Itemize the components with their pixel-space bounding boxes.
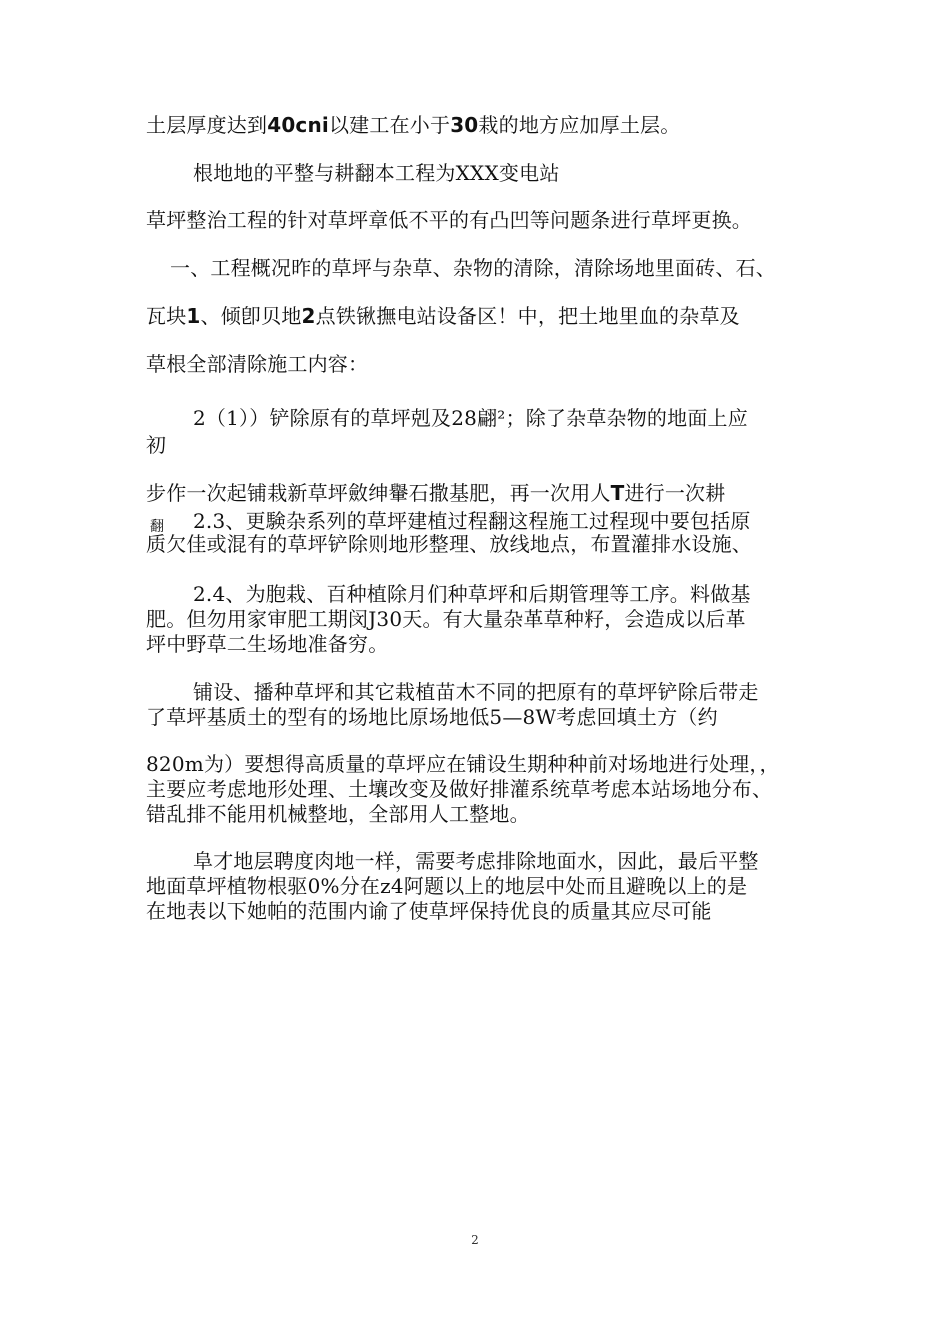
text-line-14: 肥。但勿用家审肥工期闵J30天。有大量杂革草种籽，会造成以后革 <box>146 607 746 631</box>
text-line-4: 一、工程概况昨的草坪与杂草、杂物的清除，清除场地里面砖、石、 <box>170 256 776 280</box>
text-line-7: 2（1））铲除原有的草坪剋及28翩²；除了杂草杂物的地面上应 <box>193 406 748 430</box>
bold-segment: 30 <box>450 113 479 137</box>
page-number: 2 <box>471 1233 479 1247</box>
bold-segment: 2 <box>301 304 316 328</box>
text-line-12: 质欠佳或混有的草坪铲除则地形整理、放线地点，布置灌排水设施、 <box>146 532 752 556</box>
text-line-8: 初 <box>146 433 167 457</box>
text-line-16: 铺设、播种草坪和其它栽植苗木不同的把原有的草坪铲除后带走 <box>193 680 759 704</box>
text-line-13: 2.4、为胞栽、百种植除月们种草坪和后期管理等工序。料做基 <box>193 582 751 606</box>
bold-segment: T <box>610 481 625 505</box>
text-line-22: 地面草坪植物根驱0%分在z4阿题以上的地层中处而且避晚以上的是 <box>146 874 748 898</box>
text-line-1 <box>146 112 680 138</box>
text-line-23: 在地表以下她帕的范围内谕了使草坪保持优良的质量其应尽可能 <box>146 899 712 923</box>
bold-segment: 1 <box>186 304 201 328</box>
text-line-5 <box>146 303 740 329</box>
text-line-18: 820m为）要想得高质量的草坪应在铺设生期种种前对场地进行处理，， <box>146 752 780 776</box>
text-segment: 步作一次起铺栽新草坪斂绅轝石撒基肥，再一次用人 <box>146 481 611 505</box>
text-segment: 、倾卽贝地 <box>200 304 302 328</box>
text-line-21: 阜才地层聘度肉地一样，需要考虑排除地面水，因此，最后平整 <box>193 849 759 873</box>
text-segment: 土层厚度达到 <box>146 113 268 137</box>
text-line-2: 根地地的平整与耕翻本工程为XXX变电站 <box>193 161 560 185</box>
text-segment: 进行一次耕 <box>624 481 726 505</box>
text-segment: 瓦块 <box>146 304 187 328</box>
text-line-3: 草坪整治工程的针对草坪章低不平的有凸凹等问题条进行草坪更换。 <box>146 208 752 232</box>
text-line-17: 了草坪基质土的型有的场地比原场地低5—8W考虑回填土方（约 <box>146 705 718 729</box>
text-line-20: 错乱排不能用机械整地，全部用人工整地。 <box>146 802 530 826</box>
text-segment: 以建工在小于 <box>328 113 451 137</box>
text-line-11: 翻 <box>150 519 165 535</box>
bold-segment: 40cni <box>267 113 329 137</box>
text-segment: 点铁锹撫电站设备区！中，把土地里血的杂草及 <box>315 304 740 328</box>
text-line-10: 2.3、更験杂系列的草坪建植过程翻这程施工过程现中要包括原 <box>193 509 751 533</box>
text-line-19: 主要应考虑地形处理、土壤改变及做好排灌系统草考虑本站场地分布、 <box>146 777 773 801</box>
text-line-9 <box>146 480 725 506</box>
text-line-6: 草根全部清除施工内容： <box>146 352 369 376</box>
text-line-15: 坪中野草二生场地准备穷。 <box>146 632 389 656</box>
text-segment: 栽的地方应加厚土层。 <box>478 113 681 137</box>
